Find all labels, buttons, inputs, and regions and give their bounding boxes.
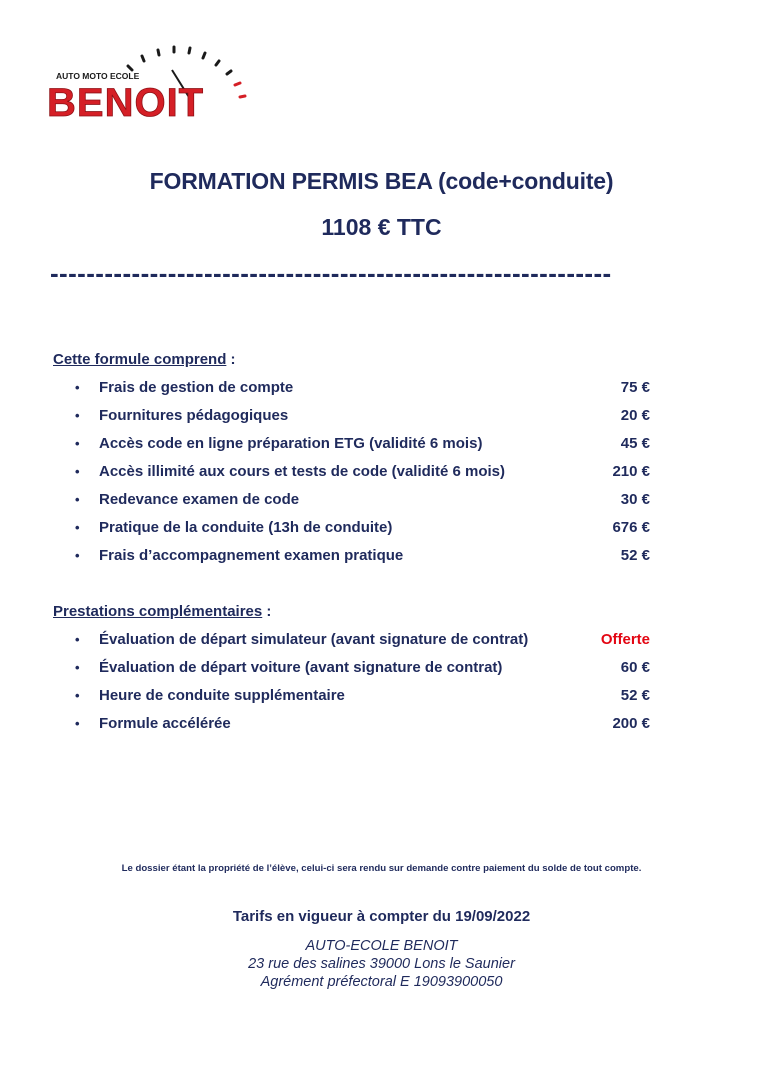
item-label: Accès code en ligne préparation ETG (validité 6 mois) xyxy=(99,435,483,452)
school-agrement: Agrément préfectoral E 19093900050 xyxy=(260,974,503,990)
page-title: FORMATION PERMIS BEA (code+conduite) xyxy=(149,168,614,194)
item-amount: 676 € xyxy=(612,519,650,536)
list-item xyxy=(53,458,653,486)
item-label: Frais d’accompagnement examen pratique xyxy=(99,547,404,564)
item-amount: 30 € xyxy=(620,491,650,508)
bullet-icon: • xyxy=(75,492,80,507)
school-name: AUTO-ECOLE BENOIT xyxy=(305,938,458,954)
bullet-icon: • xyxy=(75,464,80,479)
list-item xyxy=(53,514,653,542)
list-item xyxy=(53,486,653,514)
prestations-items-list xyxy=(53,626,653,738)
item-label: Évaluation de départ voiture (avant signature de contrat) xyxy=(99,659,503,676)
section-heading-formule xyxy=(53,351,236,368)
section-heading-label: Prestations complémentaires xyxy=(53,603,263,620)
bullet-icon: • xyxy=(75,548,80,563)
section-heading-label: Cette formule comprend xyxy=(53,351,227,368)
list-item xyxy=(53,710,653,738)
bullet-icon: • xyxy=(75,408,80,423)
list-item xyxy=(53,542,653,570)
dashed-separator: -------------------------------------------------------------- xyxy=(50,258,612,288)
list-item xyxy=(53,654,653,682)
item-amount: 52 € xyxy=(620,687,650,704)
svg-text:BENOIT: BENOIT xyxy=(47,81,205,125)
logo xyxy=(44,40,278,126)
item-label: Pratique de la conduite (13h de conduite) xyxy=(99,519,393,536)
item-amount: 60 € xyxy=(620,659,650,676)
item-amount: 52 € xyxy=(620,547,650,564)
section-heading-suffix: : xyxy=(226,351,236,368)
bullet-icon: • xyxy=(75,520,80,535)
item-label: Évaluation de départ simulateur (avant signature de contrat) xyxy=(99,631,529,648)
list-item xyxy=(53,374,653,402)
item-label: Frais de gestion de compte xyxy=(99,379,294,396)
bullet-icon: • xyxy=(75,660,80,675)
list-item xyxy=(53,682,653,710)
item-label: Formule accélérée xyxy=(99,715,231,732)
item-amount: 210 € xyxy=(612,463,650,480)
bullet-icon: • xyxy=(75,716,80,731)
item-amount: 75 € xyxy=(620,379,650,396)
section-heading-suffix: : xyxy=(262,603,272,620)
tarif-date: Tarifs en vigueur à compter du 19/09/2022 xyxy=(232,908,531,925)
item-amount: 20 € xyxy=(620,407,650,424)
list-item xyxy=(53,402,653,430)
item-amount-offered: Offerte xyxy=(600,631,650,648)
item-label: Redevance examen de code xyxy=(99,491,300,508)
bullet-icon: • xyxy=(75,688,80,703)
section-heading-prestations xyxy=(53,603,271,620)
list-item xyxy=(53,626,653,654)
speedometer-logo-icon xyxy=(44,40,278,126)
item-amount: 200 € xyxy=(612,715,650,732)
item-amount: 45 € xyxy=(620,435,650,452)
item-label: Accès illimité aux cours et tests de code (validité 6 mois) xyxy=(99,463,505,480)
bullet-icon: • xyxy=(75,380,80,395)
school-street: 23 rue des salines 39000 Lons le Saunier xyxy=(248,956,515,972)
bullet-icon: • xyxy=(75,632,80,647)
formule-items-list xyxy=(53,374,653,570)
item-label: Fournitures pédagogiques xyxy=(99,407,289,424)
total-price: 1108 € TTC xyxy=(321,214,442,240)
svg-text:AUTO MOTO ECOLE: AUTO MOTO ECOLE xyxy=(56,71,140,81)
bullet-icon: • xyxy=(75,436,80,451)
dossier-notice: Le dossier étant la propriété de l’élève, celui-ci sera rendu sur demande contre paiement du solde de tout compte. xyxy=(121,863,642,874)
list-item xyxy=(53,430,653,458)
item-label: Heure de conduite supplémentaire xyxy=(99,687,345,704)
